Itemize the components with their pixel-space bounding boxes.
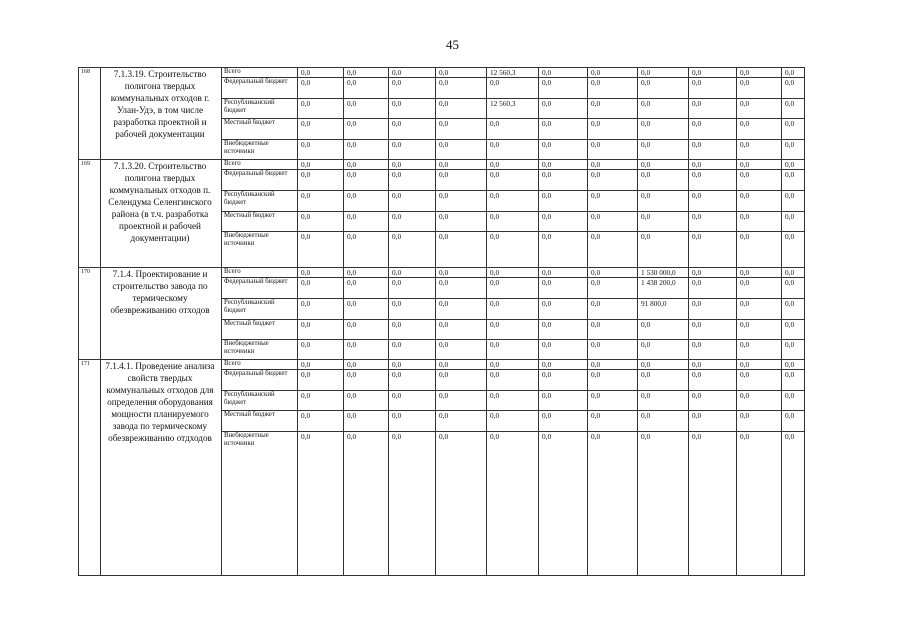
cell-value: 0,0 <box>301 212 311 221</box>
cell-value: 0,0 <box>542 391 552 400</box>
cell-value: 0,0 <box>392 370 402 379</box>
cell-value: 0,0 <box>439 170 449 179</box>
cell-value: 0,0 <box>347 391 357 400</box>
cell-value: 0,0 <box>392 268 402 277</box>
cell-value: 0,0 <box>740 140 750 149</box>
cell-value: 0,0 <box>785 232 795 241</box>
cell-value: 0,0 <box>490 299 500 308</box>
cell-value: 0,0 <box>347 432 357 441</box>
cell-value: 0,0 <box>692 360 702 369</box>
column-divider <box>388 67 389 575</box>
cell-value: 0,0 <box>692 411 702 420</box>
row-title: 7.1.4.1. Проведение анализа свойств твердых коммунальных отходов для определения оборудования мощности планируемого завода по термическому обезвреживанию отдходов <box>105 361 215 443</box>
cell-value: 0,0 <box>591 99 601 108</box>
cell-value: 0,0 <box>392 212 402 221</box>
cell-value: 0,0 <box>439 432 449 441</box>
row-number: 170 <box>81 269 90 275</box>
cell-value: 0,0 <box>347 68 357 77</box>
cell-value: 1 438 200,0 <box>641 278 676 287</box>
table-right-border <box>804 67 805 575</box>
cell-value: 0,0 <box>740 160 750 169</box>
cell-value: 0,0 <box>641 320 651 329</box>
cell-value: 0,0 <box>542 268 552 277</box>
cell-value: 0,0 <box>785 119 795 128</box>
row-number: 171 <box>81 361 90 367</box>
cell-value: 0,0 <box>740 191 750 200</box>
funding-source-label: Местный бюджет <box>224 119 275 126</box>
funding-source-label: Федеральный бюджет <box>224 170 288 177</box>
cell-value: 0,0 <box>692 212 702 221</box>
cell-value: 0,0 <box>490 340 500 349</box>
cell-value: 0,0 <box>692 299 702 308</box>
cell-value: 0,0 <box>392 191 402 200</box>
cell-value: 0,0 <box>542 360 552 369</box>
cell-value: 0,0 <box>542 320 552 329</box>
table-bottom-border <box>78 575 805 576</box>
funding-source-label: Внебюджетные источники <box>224 432 269 447</box>
cell-value: 0,0 <box>740 278 750 287</box>
cell-value: 0,0 <box>740 68 750 77</box>
cell-value: 0,0 <box>392 119 402 128</box>
cell-value: 0,0 <box>301 78 311 87</box>
cell-value: 0,0 <box>785 360 795 369</box>
cell-value: 0,0 <box>641 160 651 169</box>
cell-value: 0,0 <box>392 340 402 349</box>
cell-value: 0,0 <box>591 340 601 349</box>
cell-value: 0,0 <box>490 370 500 379</box>
cell-value: 0,0 <box>641 411 651 420</box>
column-divider <box>781 67 782 575</box>
cell-value: 0,0 <box>692 191 702 200</box>
cell-value: 0,0 <box>542 232 552 241</box>
cell-value: 0,0 <box>439 68 449 77</box>
cell-value: 0,0 <box>641 119 651 128</box>
cell-value: 0,0 <box>347 340 357 349</box>
column-divider <box>100 67 101 575</box>
cell-value: 0,0 <box>641 191 651 200</box>
cell-value: 0,0 <box>641 360 651 369</box>
cell-value: 0,0 <box>740 299 750 308</box>
cell-value: 0,0 <box>542 99 552 108</box>
funding-source-label: Республиканский бюджет <box>224 99 275 114</box>
column-divider <box>538 67 539 575</box>
cell-value: 0,0 <box>301 370 311 379</box>
cell-value: 0,0 <box>641 170 651 179</box>
cell-value: 0,0 <box>301 360 311 369</box>
cell-value: 0,0 <box>740 268 750 277</box>
cell-value: 0,0 <box>542 140 552 149</box>
cell-value: 0,0 <box>542 160 552 169</box>
funding-source-label: Республиканский бюджет <box>224 191 275 206</box>
cell-value: 0,0 <box>641 391 651 400</box>
cell-value: 0,0 <box>591 320 601 329</box>
cell-value: 0,0 <box>439 268 449 277</box>
cell-value: 0,0 <box>542 68 552 77</box>
cell-value: 0,0 <box>740 320 750 329</box>
cell-value: 0,0 <box>785 212 795 221</box>
column-divider <box>297 67 298 575</box>
cell-value: 0,0 <box>591 370 601 379</box>
cell-value: 0,0 <box>392 140 402 149</box>
cell-value: 0,0 <box>439 232 449 241</box>
cell-value: 0,0 <box>301 268 311 277</box>
cell-value: 0,0 <box>439 391 449 400</box>
cell-value: 0,0 <box>542 299 552 308</box>
cell-value: 0,0 <box>301 411 311 420</box>
cell-value: 0,0 <box>301 160 311 169</box>
cell-value: 0,0 <box>301 140 311 149</box>
funding-source-label: Внебюджетные источники <box>224 140 269 155</box>
cell-value: 0,0 <box>490 78 500 87</box>
cell-value: 0,0 <box>692 320 702 329</box>
cell-value: 0,0 <box>641 340 651 349</box>
cell-value: 0,0 <box>785 320 795 329</box>
column-divider <box>343 67 344 575</box>
funding-source-label: Всего <box>224 268 241 275</box>
cell-value: 0,0 <box>692 68 702 77</box>
cell-value: 0,0 <box>490 432 500 441</box>
cell-value: 0,0 <box>439 78 449 87</box>
cell-value: 0,0 <box>301 278 311 287</box>
cell-value: 0,0 <box>692 370 702 379</box>
funding-source-label: Внебюджетные источники <box>224 232 269 247</box>
funding-source-label: Федеральный бюджет <box>224 278 288 285</box>
cell-value: 0,0 <box>301 391 311 400</box>
cell-value: 0,0 <box>692 278 702 287</box>
budget-table <box>78 67 804 575</box>
cell-value: 0,0 <box>301 99 311 108</box>
cell-value: 0,0 <box>740 212 750 221</box>
cell-value: 0,0 <box>392 160 402 169</box>
cell-value: 0,0 <box>542 340 552 349</box>
cell-value: 0,0 <box>439 99 449 108</box>
cell-value: 0,0 <box>692 170 702 179</box>
cell-value: 0,0 <box>692 268 702 277</box>
cell-value: 0,0 <box>490 212 500 221</box>
cell-value: 0,0 <box>490 278 500 287</box>
funding-source-label: Республиканский бюджет <box>224 299 275 314</box>
cell-value: 0,0 <box>490 360 500 369</box>
cell-value: 0,0 <box>392 299 402 308</box>
funding-source-label: Федеральный бюджет <box>224 78 288 85</box>
cell-value: 0,0 <box>785 391 795 400</box>
cell-value: 0,0 <box>439 340 449 349</box>
cell-value: 0,0 <box>641 212 651 221</box>
cell-value: 1 530 000,0 <box>641 268 676 277</box>
cell-value: 0,0 <box>490 411 500 420</box>
cell-value: 0,0 <box>692 99 702 108</box>
cell-value: 0,0 <box>740 170 750 179</box>
cell-value: 0,0 <box>785 160 795 169</box>
cell-value: 0,0 <box>347 119 357 128</box>
column-divider <box>736 67 737 575</box>
cell-value: 0,0 <box>785 370 795 379</box>
column-divider <box>637 67 638 575</box>
cell-value: 0,0 <box>591 140 601 149</box>
cell-value: 0,0 <box>740 391 750 400</box>
column-divider <box>435 67 436 575</box>
cell-value: 0,0 <box>542 170 552 179</box>
cell-value: 0,0 <box>392 78 402 87</box>
cell-value: 0,0 <box>347 268 357 277</box>
cell-value: 0,0 <box>490 119 500 128</box>
cell-value: 0,0 <box>542 191 552 200</box>
cell-value: 0,0 <box>785 299 795 308</box>
cell-value: 0,0 <box>591 191 601 200</box>
cell-value: 0,0 <box>439 320 449 329</box>
cell-value: 0,0 <box>347 320 357 329</box>
cell-value: 0,0 <box>301 340 311 349</box>
cell-value: 0,0 <box>785 170 795 179</box>
cell-value: 0,0 <box>591 212 601 221</box>
cell-value: 0,0 <box>301 432 311 441</box>
cell-value: 0,0 <box>347 360 357 369</box>
cell-value: 0,0 <box>740 119 750 128</box>
cell-value: 12 560,3 <box>490 99 516 108</box>
cell-value: 0,0 <box>439 278 449 287</box>
cell-value: 0,0 <box>692 340 702 349</box>
cell-value: 0,0 <box>301 232 311 241</box>
funding-source-label: Местный бюджет <box>224 320 275 327</box>
funding-source-label: Местный бюджет <box>224 212 275 219</box>
cell-value: 0,0 <box>301 299 311 308</box>
title-column-divider <box>221 67 223 575</box>
cell-value: 0,0 <box>439 212 449 221</box>
cell-value: 0,0 <box>347 411 357 420</box>
cell-value: 0,0 <box>641 99 651 108</box>
cell-value: 0,0 <box>692 160 702 169</box>
cell-value: 0,0 <box>641 68 651 77</box>
cell-value: 0,0 <box>542 212 552 221</box>
cell-value: 0,0 <box>392 391 402 400</box>
row-number: 169 <box>81 161 90 167</box>
cell-value: 0,0 <box>785 432 795 441</box>
cell-value: 0,0 <box>392 99 402 108</box>
cell-value: 0,0 <box>591 232 601 241</box>
cell-value: 0,0 <box>591 119 601 128</box>
cell-value: 0,0 <box>392 68 402 77</box>
cell-value: 0,0 <box>591 78 601 87</box>
cell-value: 0,0 <box>439 140 449 149</box>
cell-value: 0,0 <box>439 299 449 308</box>
cell-value: 0,0 <box>740 370 750 379</box>
funding-source-label: Республиканский бюджет <box>224 391 275 406</box>
cell-value: 0,0 <box>490 160 500 169</box>
cell-value: 0,0 <box>490 191 500 200</box>
cell-value: 0,0 <box>591 411 601 420</box>
cell-value: 0,0 <box>641 78 651 87</box>
cell-value: 0,0 <box>347 191 357 200</box>
cell-value: 0,0 <box>740 99 750 108</box>
cell-value: 0,0 <box>347 299 357 308</box>
cell-value: 0,0 <box>785 78 795 87</box>
funding-source-label: Всего <box>224 68 241 75</box>
cell-value: 12 560,3 <box>490 68 516 77</box>
cell-value: 0,0 <box>301 191 311 200</box>
cell-value: 0,0 <box>740 411 750 420</box>
cell-value: 0,0 <box>347 170 357 179</box>
cell-value: 0,0 <box>392 170 402 179</box>
cell-value: 0,0 <box>392 432 402 441</box>
cell-value: 0,0 <box>439 119 449 128</box>
cell-value: 0,0 <box>785 140 795 149</box>
cell-value: 0,0 <box>641 432 651 441</box>
cell-value: 0,0 <box>301 320 311 329</box>
cell-value: 0,0 <box>490 232 500 241</box>
cell-value: 0,0 <box>439 191 449 200</box>
cell-value: 0,0 <box>347 232 357 241</box>
cell-value: 0,0 <box>490 140 500 149</box>
cell-value: 0,0 <box>490 391 500 400</box>
cell-value: 0,0 <box>542 278 552 287</box>
cell-value: 0,0 <box>740 340 750 349</box>
cell-value: 0,0 <box>641 370 651 379</box>
cell-value: 0,0 <box>641 140 651 149</box>
cell-value: 0,0 <box>785 99 795 108</box>
cell-value: 0,0 <box>392 232 402 241</box>
column-divider <box>486 67 487 575</box>
cell-value: 0,0 <box>439 411 449 420</box>
page-number: 45 <box>446 37 459 52</box>
cell-value: 0,0 <box>785 278 795 287</box>
row-number: 168 <box>81 69 90 75</box>
cell-value: 0,0 <box>542 411 552 420</box>
cell-value: 0,0 <box>692 119 702 128</box>
cell-value: 0,0 <box>439 160 449 169</box>
cell-value: 0,0 <box>392 411 402 420</box>
cell-value: 0,0 <box>591 432 601 441</box>
cell-value: 0,0 <box>591 68 601 77</box>
cell-value: 0,0 <box>542 78 552 87</box>
cell-value: 0,0 <box>490 170 500 179</box>
cell-value: 0,0 <box>301 68 311 77</box>
cell-value: 0,0 <box>785 191 795 200</box>
cell-value: 0,0 <box>347 212 357 221</box>
cell-value: 0,0 <box>542 432 552 441</box>
cell-value: 0,0 <box>785 411 795 420</box>
cell-value: 0,0 <box>591 160 601 169</box>
cell-value: 0,0 <box>439 370 449 379</box>
cell-value: 0,0 <box>785 68 795 77</box>
row-title: 7.1.3.20. Строительство полигона твердых коммунальных отходов п. Селендума Селенгинского района (в т.ч. разработка проектной и рабочей документации) <box>108 161 212 243</box>
funding-source-label: Всего <box>224 360 241 367</box>
row-title: 7.1.4. Проектирование и строительство завода по термическому обезвреживанию отходов <box>110 269 210 315</box>
cell-value: 0,0 <box>641 232 651 241</box>
cell-value: 0,0 <box>490 268 500 277</box>
column-divider <box>688 67 689 575</box>
cell-value: 0,0 <box>692 78 702 87</box>
column-divider <box>587 67 588 575</box>
cell-value: 0,0 <box>301 170 311 179</box>
cell-value: 0,0 <box>591 299 601 308</box>
cell-value: 0,0 <box>301 119 311 128</box>
cell-value: 0,0 <box>347 370 357 379</box>
table-left-border <box>78 67 79 575</box>
cell-value: 0,0 <box>591 360 601 369</box>
cell-value: 0,0 <box>740 232 750 241</box>
cell-value: 0,0 <box>740 360 750 369</box>
cell-value: 0,0 <box>542 119 552 128</box>
cell-value: 0,0 <box>439 360 449 369</box>
cell-value: 0,0 <box>392 320 402 329</box>
cell-value: 0,0 <box>347 140 357 149</box>
funding-source-label: Внебюджетные источники <box>224 340 269 355</box>
cell-value: 0,0 <box>347 278 357 287</box>
cell-value: 0,0 <box>392 278 402 287</box>
cell-value: 0,0 <box>740 432 750 441</box>
funding-source-label: Местный бюджет <box>224 411 275 418</box>
cell-value: 0,0 <box>785 268 795 277</box>
funding-source-label: Федеральный бюджет <box>224 370 288 377</box>
cell-value: 0,0 <box>347 160 357 169</box>
cell-value: 0,0 <box>591 268 601 277</box>
cell-value: 0,0 <box>591 170 601 179</box>
cell-value: 0,0 <box>692 391 702 400</box>
cell-value: 0,0 <box>490 320 500 329</box>
cell-value: 0,0 <box>392 360 402 369</box>
cell-value: 0,0 <box>347 99 357 108</box>
cell-value: 91 800,0 <box>641 299 667 308</box>
cell-value: 0,0 <box>591 278 601 287</box>
cell-value: 0,0 <box>692 232 702 241</box>
cell-value: 0,0 <box>542 370 552 379</box>
cell-value: 0,0 <box>692 140 702 149</box>
funding-source-label: Всего <box>224 160 241 167</box>
row-title: 7.1.3.19. Строительство полигона твердых коммунальных отходов г. Улан-Удэ, в том числе разработка проектной и рабочей документации <box>110 69 210 139</box>
cell-value: 0,0 <box>347 78 357 87</box>
cell-value: 0,0 <box>740 78 750 87</box>
cell-value: 0,0 <box>785 340 795 349</box>
cell-value: 0,0 <box>591 391 601 400</box>
cell-value: 0,0 <box>692 432 702 441</box>
